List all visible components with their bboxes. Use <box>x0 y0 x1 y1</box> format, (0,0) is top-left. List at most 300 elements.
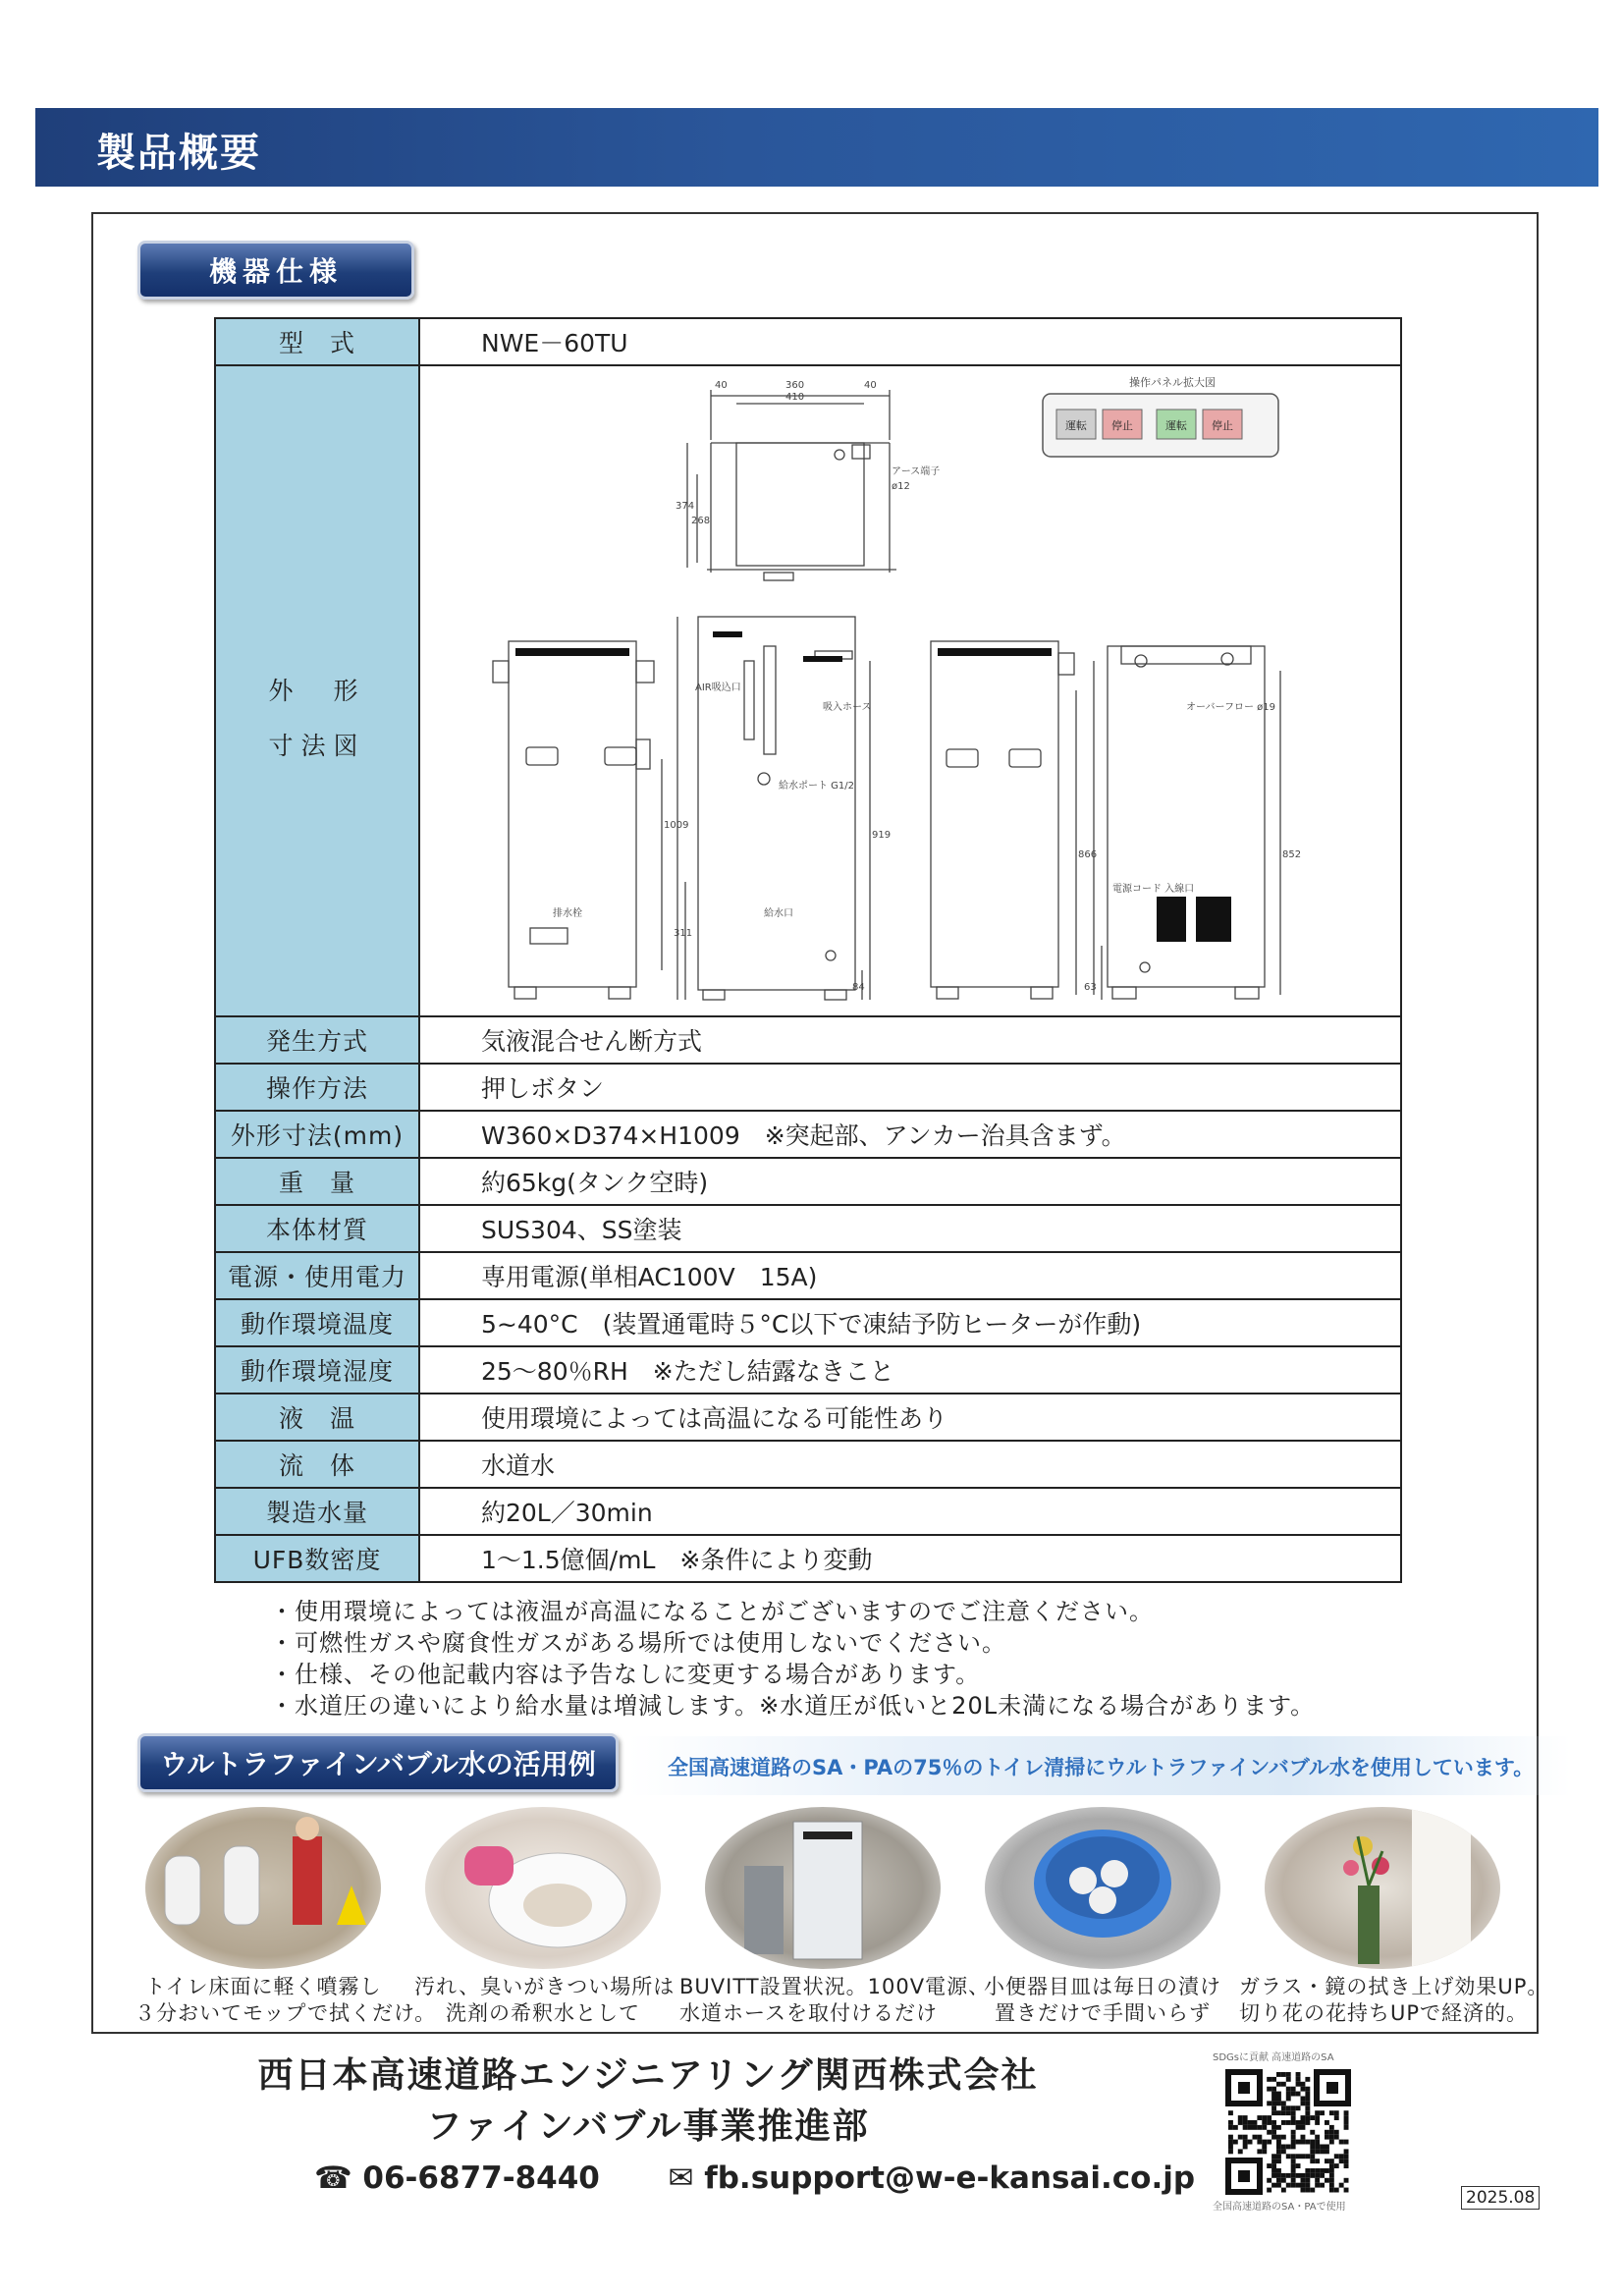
qr-module <box>1339 2140 1344 2145</box>
qr-module <box>1262 2125 1267 2130</box>
qr-module <box>1291 2154 1296 2159</box>
spec-value: 気液混合せん断方式 <box>419 1016 1401 1064</box>
qr-module <box>1286 2097 1291 2102</box>
note-item: ・使用環境によっては液温が高温になることがございますのでご注意ください。 <box>270 1598 1154 1625</box>
qr-module <box>1320 2168 1325 2173</box>
qr-module <box>1325 2130 1329 2135</box>
qr-module <box>1325 2149 1329 2154</box>
qr-module <box>1276 2140 1281 2145</box>
qr-module <box>1329 2168 1334 2173</box>
dimension-drawing-svg <box>420 366 1406 1010</box>
usage-caption-line: 水道ホースを取付けるだけ <box>679 2001 938 2025</box>
qr-module <box>1296 2173 1301 2178</box>
qr-module <box>1315 2120 1320 2125</box>
qr-module <box>1305 2140 1310 2145</box>
table-row <box>215 1016 1401 1064</box>
qr-module <box>1301 2183 1306 2188</box>
qr-module <box>1344 2163 1349 2168</box>
qr-module <box>1271 2130 1276 2135</box>
qr-module <box>1267 2120 1271 2125</box>
usage-photo-flowers <box>1265 1807 1500 1969</box>
qr-module <box>1267 2115 1271 2120</box>
header-bar <box>35 108 1598 187</box>
dim-label: 1009 <box>664 820 689 831</box>
dim-label: 410 <box>785 392 805 403</box>
table-row <box>215 1346 1401 1394</box>
spec-label: 外 形 寸法図 <box>268 676 366 760</box>
qr-module <box>1301 2125 1306 2130</box>
qr-module <box>1301 2120 1306 2125</box>
qr-module <box>1267 2140 1271 2145</box>
qr-module <box>1286 2087 1291 2092</box>
qr-module <box>1329 2130 1334 2135</box>
qr-module <box>1305 2178 1310 2183</box>
qr-module <box>1329 2125 1334 2130</box>
qr-module <box>1296 2125 1301 2130</box>
dim-label: 268 <box>691 516 711 526</box>
qr-module <box>1276 2092 1281 2097</box>
usage-caption-line: 洗剤の希釈水として <box>446 2001 640 2025</box>
usage-banner <box>628 1736 1571 1795</box>
table-row <box>215 365 1401 1016</box>
usage-caption-line: 置きだけで手間いらず <box>995 2001 1211 2025</box>
qr-module <box>1291 2168 1296 2173</box>
dim-label: 84 <box>852 982 865 993</box>
qr-module <box>1262 2149 1267 2154</box>
qr-module <box>1291 2183 1296 2188</box>
usage-caption <box>1239 1974 1549 2027</box>
qr-module <box>1271 2183 1276 2188</box>
qr-module <box>1305 2105 1310 2110</box>
qr-module <box>1267 2101 1271 2105</box>
qr-module <box>1281 2101 1286 2105</box>
usage-caption <box>679 1974 991 2027</box>
qr-module <box>1281 2173 1286 2178</box>
qr-module <box>1320 2173 1325 2178</box>
qr-module <box>1271 2163 1276 2168</box>
qr-module <box>1296 2077 1301 2082</box>
qr-module <box>1262 2115 1267 2120</box>
spec-value: 使用環境によっては高温になる可能性あり <box>419 1394 1401 1441</box>
qr-module <box>1271 2110 1276 2115</box>
qr-module <box>1301 2115 1306 2120</box>
qr-code[interactable] <box>1205 2050 1372 2213</box>
qr-module <box>1276 2154 1281 2159</box>
qr-caption-bottom: 全国高速道路のSA・PAで使用 <box>1213 2202 1346 2213</box>
qr-module <box>1286 2092 1291 2097</box>
qr-module <box>1271 2097 1276 2102</box>
qr-module <box>1329 2135 1334 2140</box>
usage-caption <box>414 1974 676 2027</box>
note-item: ・可燃性ガスや腐食性ガスがある場所では使用しないでください。 <box>270 1629 1006 1657</box>
usage-photo-urinal-screen <box>985 1807 1220 1969</box>
spec-value: 約65kg(タンク空時) <box>419 1158 1401 1205</box>
qr-module <box>1281 2072 1286 2077</box>
qr-module <box>1315 2110 1320 2115</box>
photo-illustration <box>425 1807 661 1969</box>
qr-module <box>1301 2101 1306 2105</box>
qr-module <box>1315 2183 1320 2188</box>
qr-module <box>1344 2159 1349 2163</box>
qr-module <box>1257 2135 1262 2140</box>
qr-module <box>1257 2140 1262 2145</box>
qr-module <box>1296 2163 1301 2168</box>
qr-module <box>1253 2125 1258 2130</box>
qr-module <box>1310 2140 1315 2145</box>
qr-module <box>1257 2115 1262 2120</box>
qr-module <box>1276 2168 1281 2173</box>
dim-label: 852 <box>1282 849 1302 860</box>
qr-module <box>1305 2173 1310 2178</box>
qr-module <box>1286 2077 1291 2082</box>
qr-module <box>1315 2145 1320 2150</box>
mail-icon: ✉ <box>668 2160 694 2196</box>
qr-module <box>1329 2188 1334 2193</box>
company-name: 西日本高速道路エンジニアリング関西株式会社 <box>257 2055 1039 2096</box>
qr-module <box>1271 2120 1276 2125</box>
table-row <box>215 318 1401 365</box>
spec-label: 外形寸法(mm) <box>215 1111 419 1158</box>
qr-module <box>1276 2173 1281 2178</box>
qr-module <box>1271 2101 1276 2105</box>
qr-module <box>1301 2135 1306 2140</box>
qr-module <box>1344 2178 1349 2183</box>
qr-module <box>1344 2110 1349 2115</box>
qr-module <box>1286 2173 1291 2178</box>
unit-rear-view <box>931 641 1058 987</box>
spec-value: 25～80％RH ※ただし結露なきこと <box>419 1346 1401 1394</box>
qr-module <box>1329 2110 1334 2115</box>
qr-module <box>1334 2188 1339 2193</box>
company-dept: ファインバブル事業推進部 <box>426 2106 870 2147</box>
panel-button-label: 停止 <box>1212 419 1233 432</box>
qr-module <box>1228 2110 1233 2115</box>
qr-module <box>1296 2140 1301 2145</box>
spec-label: 型 式 <box>215 318 419 365</box>
spec-value: 約20L／30min <box>419 1488 1401 1535</box>
qr-module <box>1344 2120 1349 2125</box>
qr-module <box>1291 2130 1296 2135</box>
qr-module <box>1276 2110 1281 2115</box>
table-row <box>215 1535 1401 1582</box>
qr-module <box>1291 2110 1296 2115</box>
qr-module <box>1296 2105 1301 2110</box>
qr-module <box>1271 2154 1276 2159</box>
qr-module <box>1320 2110 1325 2115</box>
qr-module <box>1301 2087 1306 2092</box>
qr-module <box>1315 2135 1320 2140</box>
qr-module <box>1329 2159 1334 2163</box>
qr-module <box>1276 2125 1281 2130</box>
qr-module <box>1276 2101 1281 2105</box>
unit-side-view <box>698 617 855 990</box>
qr-module <box>1334 2115 1339 2120</box>
qr-module <box>1315 2115 1320 2120</box>
qr-module <box>1291 2135 1296 2140</box>
qr-module <box>1301 2097 1306 2102</box>
qr-module <box>1301 2154 1306 2159</box>
qr-module <box>1305 2092 1310 2097</box>
dim-label: 311 <box>674 928 693 939</box>
qr-module <box>1296 2082 1301 2087</box>
usage-caption-line: 小便器目皿は毎日の漬け <box>984 1975 1221 1998</box>
qr-module <box>1243 2135 1248 2140</box>
qr-module <box>1243 2120 1248 2125</box>
operation-panel <box>1043 394 1278 457</box>
qr-module <box>1228 2149 1233 2154</box>
qr-module <box>1228 2125 1233 2130</box>
notes-list <box>270 1596 1315 1722</box>
drawing-note: AIR吸込口 <box>695 683 741 693</box>
qr-module <box>1301 2188 1306 2193</box>
qr-module <box>1344 2188 1349 2193</box>
photo-illustration <box>985 1807 1220 1969</box>
usage-caption <box>135 1974 437 2027</box>
spec-label: 本体材質 <box>215 1205 419 1252</box>
panel-button-label: 運転 <box>1065 419 1087 432</box>
qr-module <box>1305 2077 1310 2082</box>
qr-caption-top: SDGsに貢献 高速道路のSA <box>1213 2052 1334 2063</box>
qr-module <box>1267 2077 1271 2082</box>
drawing-note: 給水口 <box>764 908 793 919</box>
photo-illustration <box>705 1807 941 1969</box>
qr-module <box>1267 2178 1271 2183</box>
qr-module <box>1243 2125 1248 2130</box>
drawing-note: 吸入ホース <box>823 702 872 713</box>
qr-module <box>1286 2110 1291 2115</box>
qr-module <box>1310 2115 1315 2120</box>
qr-module <box>1305 2188 1310 2193</box>
qr-module <box>1291 2159 1296 2163</box>
qr-module <box>1267 2087 1271 2092</box>
drawing-note: アース端子 <box>892 466 941 477</box>
dim-label: 919 <box>872 830 892 841</box>
date-stamp: 2025.08 <box>1461 2186 1540 2210</box>
qr-module <box>1310 2130 1315 2135</box>
qr-module <box>1339 2183 1344 2188</box>
qr-module <box>1271 2125 1276 2130</box>
spec-value: 1～1.5億個/mL ※条件により変動 <box>419 1535 1401 1582</box>
spec-value: 専用電源(単相AC100V 15A) <box>419 1252 1401 1299</box>
qr-module <box>1305 2154 1310 2159</box>
qr-module <box>1296 2072 1301 2077</box>
qr-module <box>1257 2149 1262 2154</box>
qr-module <box>1291 2092 1296 2097</box>
qr-module <box>1238 2135 1243 2140</box>
qr-module <box>1301 2082 1306 2087</box>
qr-module <box>1281 2135 1286 2140</box>
usage-caption-line: 汚れ、臭いがきつい場所は <box>414 1975 676 1998</box>
dim-label: 866 <box>1078 849 1098 860</box>
qr-module <box>1271 2092 1276 2097</box>
drawing-note: 給水ポート G1/2 <box>779 781 855 792</box>
qr-module <box>1344 2115 1349 2120</box>
dim-label: 40 <box>715 380 728 391</box>
qr-module <box>1243 2145 1248 2150</box>
qr-module <box>1253 2120 1258 2125</box>
spec-label: 動作環境温度 <box>215 1299 419 1346</box>
qr-module <box>1281 2178 1286 2183</box>
qr-module <box>1315 2178 1320 2183</box>
qr-module <box>1291 2087 1296 2092</box>
qr-module <box>1329 2173 1334 2178</box>
qr-module <box>1267 2188 1271 2193</box>
contact-line <box>314 2160 1195 2196</box>
dim-label: 63 <box>1084 982 1097 993</box>
qr-module <box>1310 2145 1315 2150</box>
qr-module <box>1286 2105 1291 2110</box>
qr-module <box>1305 2110 1310 2115</box>
qr-module <box>1286 2154 1291 2159</box>
qr-module <box>1315 2149 1320 2154</box>
qr-module <box>1334 2130 1339 2135</box>
qr-module <box>1325 2168 1329 2173</box>
qr-module <box>1305 2101 1310 2105</box>
qr-module <box>1276 2135 1281 2140</box>
qr-module <box>1310 2188 1315 2193</box>
qr-module <box>1257 2125 1262 2130</box>
qr-module <box>1281 2188 1286 2193</box>
qr-module <box>1334 2135 1339 2140</box>
drawing-note: 排水栓 <box>553 908 582 919</box>
spec-label: 重 量 <box>215 1158 419 1205</box>
panel-button-label: 運転 <box>1165 419 1187 432</box>
spec-label: 電源・使用電力 <box>215 1252 419 1299</box>
table-row <box>215 1158 1401 1205</box>
page-title: 製品概要 <box>96 131 261 176</box>
table-row <box>215 1441 1401 1488</box>
drawing-note: 電源コード 入線口 <box>1112 884 1195 895</box>
qr-module <box>1286 2072 1291 2077</box>
qr-module <box>1262 2120 1267 2125</box>
qr-module <box>1329 2178 1334 2183</box>
qr-module <box>1296 2092 1301 2097</box>
spec-value: SUS304、SS塗装 <box>419 1205 1401 1252</box>
qr-module <box>1238 2149 1243 2154</box>
qr-module <box>1344 2140 1349 2145</box>
qr-module <box>1325 2178 1329 2183</box>
qr-module <box>1228 2135 1233 2140</box>
email-address[interactable]: fb.support@w-e-kansai.co.jp <box>704 2160 1196 2196</box>
qr-module <box>1291 2105 1296 2110</box>
usage-caption-line: BUVITT設置状況。100V電源、 <box>679 1975 991 1998</box>
spec-label: 操作方法 <box>215 1064 419 1111</box>
spec-label: 流 体 <box>215 1441 419 1488</box>
qr-module <box>1329 2140 1334 2145</box>
qr-module <box>1329 2183 1334 2188</box>
qr-module <box>1276 2159 1281 2163</box>
qr-module <box>1271 2077 1276 2082</box>
qr-module <box>1339 2159 1344 2163</box>
qr-module <box>1315 2159 1320 2163</box>
qr-module <box>1296 2154 1301 2159</box>
qr-module <box>1248 2140 1253 2145</box>
qr-module <box>1281 2082 1286 2087</box>
qr-module <box>1228 2145 1233 2150</box>
qr-module <box>1305 2168 1310 2173</box>
qr-module <box>1329 2163 1334 2168</box>
spec-value: 5~40°C (装置通電時５°C以下で凍結予防ヒーターが作動) <box>419 1299 1401 1346</box>
qr-module <box>1276 2072 1281 2077</box>
qr-module <box>1248 2120 1253 2125</box>
qr-module <box>1276 2183 1281 2188</box>
qr-module <box>1325 2159 1329 2163</box>
table-row <box>215 1111 1401 1158</box>
usage-caption <box>974 1974 1231 2027</box>
spec-value: W360×D374×H1009 ※突起部、アンカー治具含まず。 <box>419 1111 1401 1158</box>
qr-module <box>1305 2115 1310 2120</box>
qr-module <box>1262 2140 1267 2145</box>
qr-module <box>1271 2135 1276 2140</box>
spec-label: UFB数密度 <box>215 1535 419 1582</box>
spec-table <box>214 317 1402 1583</box>
qr-module <box>1301 2173 1306 2178</box>
drawing-note: オーバーフロー ø19 <box>1186 702 1276 713</box>
qr-module <box>1310 2149 1315 2154</box>
qr-module <box>1238 2120 1243 2125</box>
qr-module <box>1305 2120 1310 2125</box>
spec-value: NWE－60TU <box>419 318 1401 365</box>
dim-label: 40 <box>864 380 877 391</box>
qr-module <box>1301 2140 1306 2145</box>
company-block <box>236 2050 1060 2153</box>
qr-module <box>1281 2145 1286 2150</box>
qr-module <box>1291 2115 1296 2120</box>
qr-module <box>1276 2149 1281 2154</box>
note-item: ・水道圧の違いにより給水量は増減します。※水道圧が低いと20L未満になる場合があります。 <box>270 1692 1316 1720</box>
qr-module <box>1310 2154 1315 2159</box>
usage-caption-line: トイレ床面に軽く噴霧し <box>144 1975 382 1998</box>
qr-module <box>1276 2178 1281 2183</box>
qr-module <box>1286 2120 1291 2125</box>
qr-module <box>1291 2163 1296 2168</box>
usage-caption-line: ３分おいてモップで拭くだけ。 <box>135 2001 437 2025</box>
spec-value: 水道水 <box>419 1441 1401 1488</box>
qr-module <box>1276 2082 1281 2087</box>
qr-code-svg <box>1205 2050 1372 2213</box>
qr-module <box>1291 2145 1296 2150</box>
table-row <box>215 1299 1401 1346</box>
unit-front-view <box>509 641 636 987</box>
qr-module <box>1267 2163 1271 2168</box>
qr-module <box>1286 2145 1291 2150</box>
qr-module <box>1339 2154 1344 2159</box>
qr-module <box>1310 2168 1315 2173</box>
qr-module <box>1248 2125 1253 2130</box>
qr-module <box>1296 2120 1301 2125</box>
qr-module <box>1325 2120 1329 2125</box>
qr-module <box>1281 2105 1286 2110</box>
qr-module <box>1271 2173 1276 2178</box>
table-row <box>215 1394 1401 1441</box>
spec-label: 製造水量 <box>215 1488 419 1535</box>
qr-module <box>1291 2120 1296 2125</box>
qr-module <box>1315 2173 1320 2178</box>
qr-module <box>1344 2154 1349 2159</box>
phone-number[interactable]: 06-6877-8440 <box>362 2160 600 2196</box>
dim-label: 374 <box>676 501 695 512</box>
qr-module <box>1233 2125 1238 2130</box>
table-row <box>215 1252 1401 1299</box>
spec-label: 動作環境湿度 <box>215 1346 419 1394</box>
usage-photo-toilet-floor <box>145 1807 381 1969</box>
usage-banner-text: 全国高速道路のSA・PAの75％のトイレ清掃にウルトラファインバブル水を使用しています。 <box>668 1756 1535 1779</box>
usage-photo-buvitt-installation <box>705 1807 941 1969</box>
qr-module <box>1243 2115 1248 2120</box>
qr-module <box>1291 2178 1296 2183</box>
usage-caption-line: 切り花の花持ちUPで経済的。 <box>1239 2001 1529 2025</box>
qr-module <box>1291 2173 1296 2178</box>
